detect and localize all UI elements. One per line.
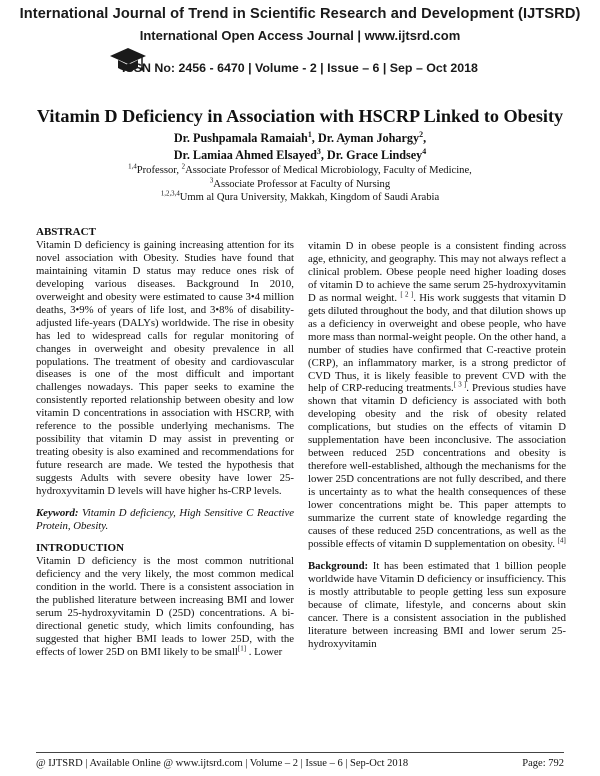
background-paragraph: Background: It has been estimated that 1 billion people worldwide have Vitamin D deficiency or insufficiency. This is mostly attributable to people getting less sun exposure because of climate, lifestyle, and concerns about skin cancer. There is a consistent association in the published literature between increasing BMI and lower serum 25-hydroxyvitamin: [308, 559, 566, 650]
author-name: , Dr. Grace Lindsey: [320, 148, 423, 162]
paragraph: vitamin D in obese people is a consistent finding across age, ethnicity, and geography. This may not always reflect a clinical problem. Obese people need higher loading doses of vitamin D to achieve the same serum 25-hydroxyvitamin D as normal weight. [ 2 ]. His work suggests that vitamin D gets diluted throughout the body, and that dilution shows up as a deficiency in overweight and obese people, who have more mass than normal-weight people. On the other hand, a number of studies have confirmed that C-reactive protein (CRP), an inflammatory marker, is a strong predictor of CVD Thus, it is likely feasible to prevent CVD with the help of CRP-reducing treatments.[ 3 ]. Previous studies have shown that vitamin D deficiency is associated with both developing obesity and the risk of obesity related complications, but studies on the effects of vitamin D supplementation have been inconclusive. The association between reduced 25D concentrations and obesity is therefore well-established, although the mechanisms for the lower 25D concentrations are not fully described, and there is uncertainty as to what the health consequences of these lower concentrations might be. This paper attempts to summarize the current state of knowledge regarding the causes of these reduced 25D concentrations, as well as the possible effects of vitamin D supplementation on obesity. [4]: [308, 240, 567, 550]
author-sup: 1: [307, 129, 312, 139]
footer-info: @ IJTSRD | Available Online @ www.ijtsrd.com | Volume – 2 | Issue – 6 | Sep-Oct 2018: [36, 758, 409, 769]
author-sup: 4: [422, 146, 427, 156]
citation: [ 3 ]: [453, 380, 467, 389]
author-name: Dr. Pushpamala Ramaiah: [173, 131, 308, 145]
abstract-heading: ABSTRACT: [36, 226, 96, 238]
citation: [ 2 ]: [400, 290, 414, 299]
introduction-heading: INTRODUCTION: [36, 541, 125, 554]
page-number: Page: 792: [522, 758, 564, 769]
author-list: Dr. Pushpamala Ramaiah$^1$, Dr. Ayman Johargy$^2$, Dr. Lamiaa Ahmed Elsayed$^3$, Dr. Grace Lindsey$^4$: [173, 129, 427, 162]
right-column: [308, 240, 566, 651]
author-name: , Dr. Ayman Johargy: [311, 131, 420, 145]
keywords: Keyword: Vitamin D deficiency, High Sensitive C Reactive Protein, Obesity.: [36, 507, 294, 532]
abstract-text: Vitamin D deficiency is gaining increasing attention for its novel association with Obesity. Studies have found that maintaining vitamin D status may reduce ones risk of developing various diseases. Background In 2010, overweight and obesity were estimated to cause 3•4 million deaths, 3•9% of years of life lost, and 3•8% of disability-adjusted life-years (DALYs) worldwide. The rise in obesity has led to widespread calls for regular monitoring of changes in overweight and obesity prevalence in all populations. The treatment of obesity and cardiovascular diseases is one of the most difficult and important challenges nowadays. This paper seeks to examine the consistently reported relationship between obesity and low vitamin D concentrations in association with HSCRP, with reference to the possible underlying mechanisms. The possibility that vitamin D may assist in preventing or treating obesity is also examined and recommendations for future research are made. We tested the hypothesis that suggests Adults with severe obesity have lower 25-hydroxyvitamin D levels will have higher hs-CRP levels.: [36, 238, 294, 498]
affiliations: $^{1,4}$Professor, $^2$Associate Professor of Medical Microbiology, Faculty of Medicine, $^3$Associate Professor at Faculty of Nursing $^{1,2,3,4}$Umm al Qura University, Makkah, Kingdom of Saudi Arabia: [128, 163, 472, 203]
journal-name: International Journal of Trend in Scientific Research and Development (IJTSRD): [19, 6, 581, 22]
author-sup: 3: [316, 146, 321, 156]
citation: [1]: [237, 643, 247, 652]
left-column: [36, 226, 294, 659]
article-title: Vitamin D Deficiency in Association with HSCRP Linked to Obesity: [36, 106, 564, 126]
journal-banner: [0, 0, 600, 84]
journal-subtitle: International Open Access Journal | www.ijtsrd.com: [139, 28, 461, 43]
author-name: Dr. Lamiaa Ahmed Elsayed: [173, 148, 317, 162]
page-footer: [0, 752, 600, 776]
footer-divider: [36, 752, 564, 753]
citation: [4]: [557, 536, 566, 545]
journal-issue-info: ISSN No: 2456 - 6470 | Volume - 2 | Issue – 6 | Sep – Oct 2018: [122, 61, 478, 75]
introduction-text: Vitamin D deficiency is the most common nutritional deficiency and the very likely, the most common medical condition in the world. There is a consistent association in the published literature between increasing BMI and lower serum 25-hydroxyvitamin D (25D) concentrations. A bi-directional genetic study, which limits confounding, has suggested that higher BMI leads to lower 25D, with the effects of lower 25D on BMI likely to be small[1] . Lower: [36, 554, 294, 658]
author-sup: 2: [419, 129, 424, 139]
